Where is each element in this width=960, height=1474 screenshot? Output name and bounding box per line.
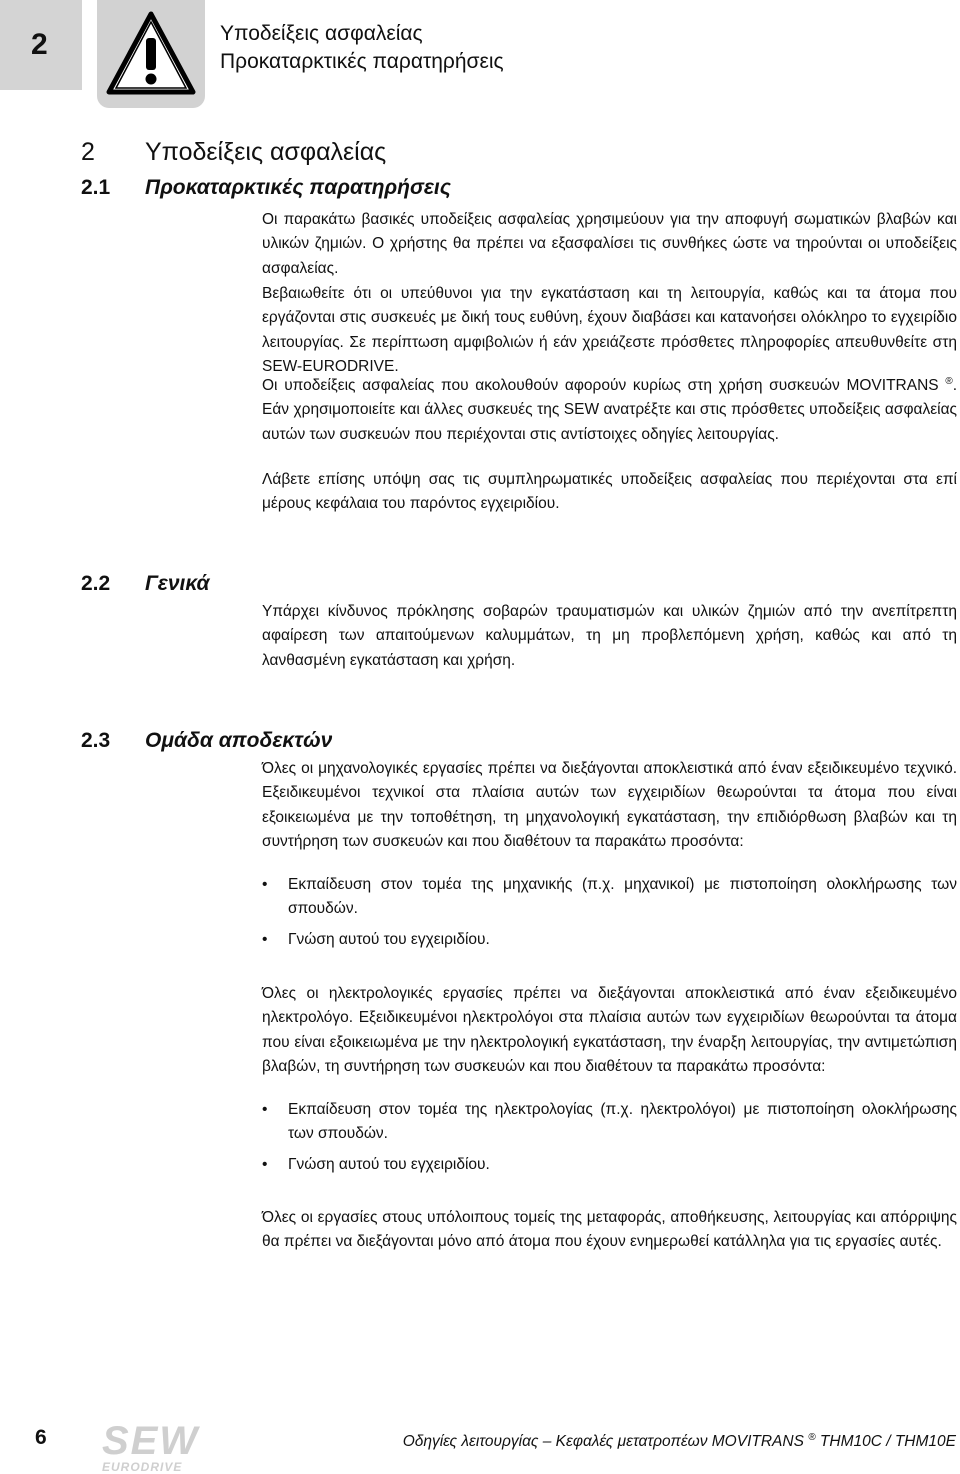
section-number: 2.2: [81, 572, 111, 595]
section-title: Ομάδα αποδεκτών: [145, 729, 333, 752]
bullet-list: [262, 873, 957, 958]
chapter-title: Υποδείξεις ασφαλείας: [145, 138, 387, 166]
chapter-tab-number: 2: [31, 28, 48, 61]
footer-text-a: Οδηγίες λειτουργίας – Κεφαλές μετατροπέων MOVITRANS: [402, 1433, 804, 1450]
paragraph-text: . Εάν χρησιμοποιείτε και άλλες συσκευές της SEW ανατρέξτε και στις πρόσθετες υποδείξεις ασφαλείας αυτών των συσκευών που περιέχονται στις αντίστοιχες οδηγίες λειτουργίας.: [262, 377, 958, 443]
section-title: Γενικά: [145, 572, 210, 595]
paragraph: Όλες οι μηχανολογικές εργασίες πρέπει να διεξάγονται αποκλειστικά από έναν εξειδικευμένο τεχνικό. Εξειδικευμένοι τεχνικοί στα πλαίσια αυτών των εγχειριδίων θεωρούνται τα άτομα που είναι εξοικειωμένα με την τοποθέτηση, τη μηχανολογική εγκατάσταση, την επιδιόρθωση βλαβών και τη συντήρηση των συσκευών και που διαθέτουν τα παρακάτω προσόντα:: [262, 760, 957, 851]
section-heading-2-1: [81, 176, 451, 200]
section-heading-2-2: [81, 572, 209, 596]
page-number: 6: [35, 1426, 47, 1449]
warning-triangle-icon: [106, 10, 196, 96]
sew-eurodrive-logo: [102, 1421, 212, 1473]
logo-text-top: SEW: [102, 1419, 200, 1463]
footer-text: [403, 1433, 956, 1451]
paragraph-text: Οι υποδείξεις ασφαλείας που ακολουθούν αφορούν κυρίως στη χρήση συσκευών MOVITRANS: [262, 377, 939, 394]
section-number: 2.3: [81, 729, 111, 752]
paragraph: [262, 374, 957, 447]
chapter-tab: [0, 0, 82, 90]
chapter-number: 2: [81, 138, 95, 166]
registered-mark: ®: [945, 375, 953, 387]
bullet-list: [262, 1098, 957, 1183]
list-item: • Γνώση αυτού του εγχειριδίου.: [262, 928, 957, 952]
section-number: 2.1: [81, 176, 111, 199]
footer-text-b: THM10C / THM10E: [815, 1433, 956, 1450]
registered-mark: ®: [808, 1431, 816, 1443]
paragraph: Όλες οι εργασίες στους υπόλοιπους τομείς της μεταφοράς, αποθήκευσης, λειτουργίας και απόρριψης θα πρέπει να διεξάγονται μόνο από άτομα που έχουν ενημερωθεί κατάλληλα για τις εργασίες αυτές.: [262, 1209, 957, 1251]
logo-text-bottom: EURODRIVE: [102, 1460, 183, 1474]
header-title: Υποδείξεις ασφαλείας: [220, 22, 423, 45]
chapter-heading: [81, 138, 386, 167]
paragraph: Λάβετε επίσης υπόψη σας τις συμπληρωματικές υποδείξεις ασφαλείας που περιέχονται στα επί μέρους κεφάλαια του παρόντος εγχειριδίου.: [262, 471, 957, 513]
list-item: • Εκπαίδευση στον τομέα της μηχανικής (π.χ. μηχανικοί) με πιστοποίηση ολοκλήρωσης των σπουδών.: [262, 873, 957, 922]
section-heading-2-3: [81, 729, 332, 753]
paragraph: Βεβαιωθείτε ότι οι υπεύθυνοι για την εγκατάσταση και τη λειτουργία, καθώς και τα άτομα που εργάζονται στις συσκευές με δική τους ευθύνη, έχουν διαβάσει και κατανοήσει ολόκληρο το εγχειρίδιο λειτουργίας. Σε περίπτωση αμφιβολιών ή εάν χρειάζεστε πρόσθετες πληροφορίες απευθυνθείτε στη SEW-EURODRIVE.: [262, 285, 957, 376]
paragraph: Υπάρχει κίνδυνος πρόκλησης σοβαρών τραυματισμών και υλικών ζημιών από την ανεπίτρεπτη αφαίρεση των απαιτούμενων καλυμμάτων, τη μη προβλεπόμενη χρήση, καθώς και από τη λανθασμένη εγκατάσταση και χρήση.: [262, 603, 957, 669]
warning-box: [97, 0, 205, 108]
header-subtitle: Προκαταρκτικές παρατηρήσεις: [220, 50, 504, 73]
paragraph: Οι παρακάτω βασικές υποδείξεις ασφαλείας χρησιμεύουν για την αποφυγή σωματικών βλαβών και υλικών ζημιών. Ο χρήστης θα πρέπει να εξασφαλίσει τις συνθήκες ώστε να τηρούνται οι υποδείξεις ασφαλείας.: [262, 211, 957, 277]
paragraph: Όλες οι ηλεκτρολογικές εργασίες πρέπει να διεξάγονται αποκλειστικά από έναν εξειδικευμένο ηλεκτρολόγο. Εξειδικευμένοι ηλεκτρολόγοι στα πλαίσια αυτών των εγχειριδίων θεωρούνται τα άτομα που είναι εξοικειωμένα με την ηλεκτρολογική εγκατάσταση, την έναρξη λειτουργίας, την αντιμετώπιση βλαβών, τη συντήρηση των συσκευών και που διαθέτουν τα παρακάτω προσόντα:: [262, 985, 957, 1076]
list-item: • Γνώση αυτού του εγχειριδίου.: [262, 1153, 957, 1177]
list-item: • Εκπαίδευση στον τομέα της ηλεκτρολογίας (π.χ. ηλεκτρολόγοι) με πιστοποίηση ολοκλήρωσης των σπουδών.: [262, 1098, 957, 1147]
section-title: Προκαταρκτικές παρατηρήσεις: [145, 176, 451, 199]
